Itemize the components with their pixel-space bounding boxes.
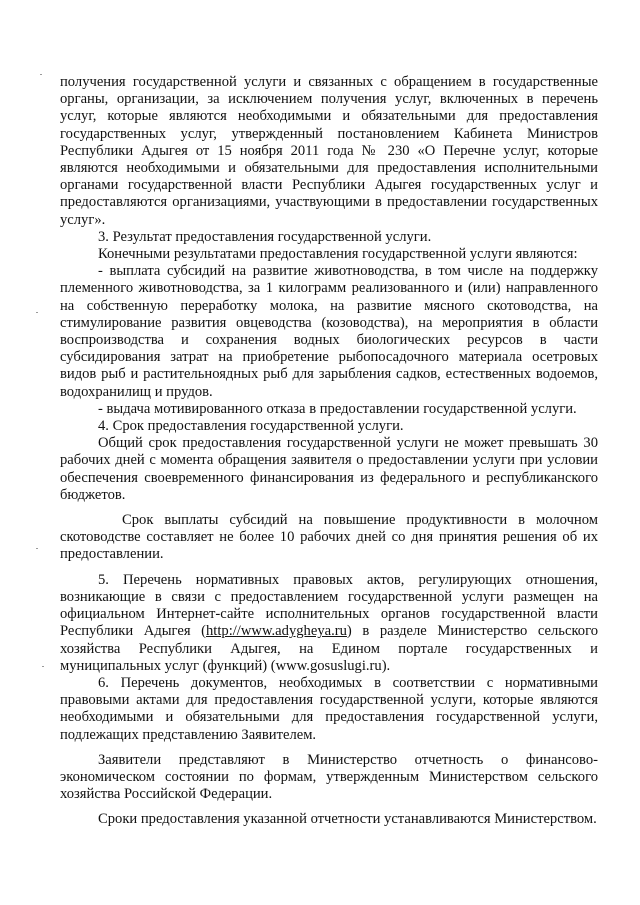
section-4-heading: 4. Срок предоставления государственной услуги. (98, 418, 404, 435)
paragraph-reporting-deadlines: Сроки предоставления указанной отчетности устанавливаются Министерством. (98, 811, 597, 828)
section-3-heading: 3. Результат предоставления государственной услуги. (98, 228, 432, 245)
paragraph-applicants-reporting: Заявители представляют в Министерство отчетность о финансово-экономическом состоянии по формам, утвержденным Министерством сельского хозяйства Российской Федерации. (60, 751, 598, 803)
section-5-text-after: ) в разделе Министерство сельского хозяйства Республики Адыгея, на Едином портале государственных и муниципальных услуг (функций) (www.gosuslugi.ru). (60, 623, 599, 674)
section-5-text-before: 5. Перечень нормативных правовых актов, регулирующих отношения, возникающие в связи с предоставлением государственной услуги размещен на официальном Интернет-сайте исполнительных органов государственной власти Республики Адыгея ( (60, 571, 598, 640)
scan-speck (40, 74, 42, 75)
paragraph-continuation: получения государственной услуги и связанных с обращением в государственные органы, организации, за исключением получения услуг, включенных в перечень услуг, которые являются необходимыми и обязательными для предоставления государственных услуг, утвержденный постановлением Кабинета Министров Республики Адыгея от 15 ноября 2011 года № 230 «О Перечне услуг, которые являются необходимыми и обязательными для предоставления исполнительными органами государственной власти Республики Адыгея государственных услуг и предоставляются организациями, участвующими в предоставлении государственных услуг». (60, 74, 598, 228)
result-item-refusal: - выдача мотивированного отказа в предоставлении государственной услуги. (98, 400, 577, 417)
result-item-subsidies: - выплата субсидий на развитие животноводства, в том числе на поддержку племенного животноводства, за 1 килограмм реализованного и (или) направленного на собственную переработку молока, на развитие мясного скотоводства, на стимулирование развития овцеводства (козоводства), на мероприятия в области воспроизводства и сохранения водных биологических ресурсов в части субсидирования затрат на приобретение рыбопосадочного материала осетровых видов рыб и растительноядных рыб для зарыбления садков, естественных водоемов, водохранилищ и прудов. (60, 263, 598, 400)
section-6-paragraph: 6. Перечень документов, необходимых в соответствии с нормативными правовыми актами для предоставления государственной услуги, которые являются необходимыми и обязательными для предоставления государственной услуги, подлежащих представлению Заявителем. (60, 674, 598, 743)
adygheya-website-link[interactable]: http://www.adygheya.ru (206, 623, 347, 640)
scan-speck (42, 666, 44, 667)
document-body (60, 74, 598, 829)
scan-speck (36, 548, 38, 549)
paragraph-general-term: Общий срок предоставления государственной услуги не может превышать 30 рабочих дней с момента обращения заявителя о предоставлении услуги при условии обеспечения своевременного финансирования из федерального и республиканского бюджетов. (60, 435, 598, 503)
scan-speck (36, 312, 38, 313)
results-intro: Конечными результатами предоставления государственной услуги являются: (98, 246, 578, 263)
paragraph-payment-term: Срок выплаты субсидий на повышение продуктивности в молочном скотоводстве составляет не более 10 рабочих дней со дня принятия решения об их предоставлении. (60, 512, 598, 563)
section-5-paragraph (60, 572, 598, 675)
